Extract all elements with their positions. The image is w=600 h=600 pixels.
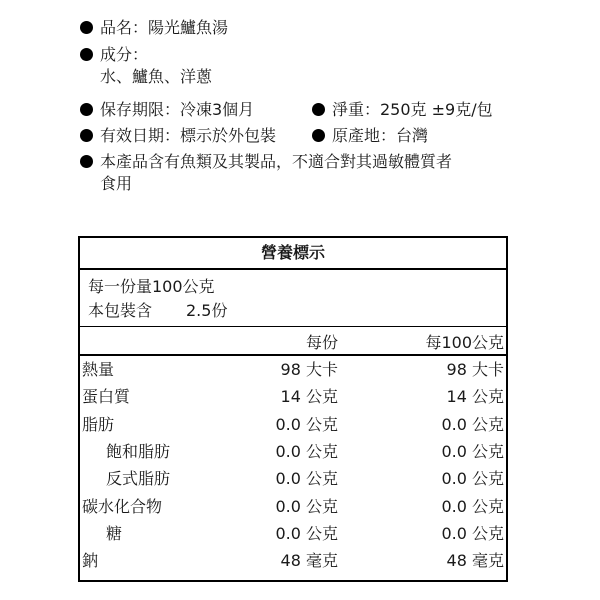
ingredients-text: 水、鱸魚、洋蔥 <box>100 67 213 86</box>
nutrient-label: 蛋白質 <box>82 387 131 406</box>
nutrient-per-100g: 0.0 公克 <box>441 415 504 434</box>
bullet-icon <box>80 155 93 168</box>
nutrient-per-serving: 98 大卡 <box>280 360 338 379</box>
nutrient-per-100g: 98 大卡 <box>446 360 504 379</box>
nutrition-title: 營養標示 <box>260 243 325 262</box>
nutrient-per-serving: 48 毫克 <box>280 551 338 570</box>
nutrient-per-100g: 0.0 公克 <box>441 524 504 543</box>
nutrient-label: 糖 <box>106 524 123 543</box>
nutrient-per-serving: 0.0 公克 <box>275 442 338 461</box>
bullet-icon <box>80 129 93 142</box>
divider <box>80 326 506 327</box>
bullet-icon <box>80 21 93 34</box>
nutrient-per-serving: 0.0 公克 <box>275 469 338 488</box>
product-name: 品名：陽光鱸魚湯 <box>100 18 229 37</box>
nutrient-per-serving: 0.0 公克 <box>275 524 338 543</box>
shelf-life: 保存期限：冷凍3個月 <box>100 100 255 119</box>
bullet-icon <box>312 103 325 116</box>
divider <box>80 268 506 270</box>
allergy-warning-line-2: 食用 <box>100 174 133 193</box>
column-header-per-100g: 每100公克 <box>425 333 504 352</box>
divider <box>80 354 506 356</box>
expiry-date: 有效日期：標示於外包裝 <box>100 126 277 145</box>
nutrient-per-100g: 0.0 公克 <box>441 497 504 516</box>
nutrient-per-serving: 0.0 公克 <box>275 415 338 434</box>
bullet-icon <box>312 129 325 142</box>
nutrient-label: 反式脂肪 <box>106 469 171 488</box>
nutrient-label: 脂肪 <box>82 415 115 434</box>
net-weight: 淨重：250克 ±9克/包 <box>332 100 493 119</box>
ingredients-label: 成分： <box>100 45 149 64</box>
servings-label: 本包裝含 <box>88 301 153 320</box>
nutrient-per-100g: 48 毫克 <box>446 551 504 570</box>
servings-value: 2.5份 <box>186 301 228 320</box>
nutrient-label: 碳水化合物 <box>82 497 163 516</box>
nutrient-per-serving: 0.0 公克 <box>275 497 338 516</box>
nutrient-per-100g: 14 公克 <box>446 387 504 406</box>
nutrient-label: 鈉 <box>82 551 99 570</box>
nutrient-per-100g: 0.0 公克 <box>441 469 504 488</box>
nutrient-per-serving: 14 公克 <box>280 387 338 406</box>
bullet-icon <box>80 103 93 116</box>
bullet-icon <box>80 48 93 61</box>
nutrition-table <box>78 236 508 582</box>
origin: 原產地：台灣 <box>332 126 429 145</box>
nutrient-per-100g: 0.0 公克 <box>441 442 504 461</box>
serving-size: 每一份量100公克 <box>88 277 215 296</box>
nutrient-label: 熱量 <box>82 360 115 379</box>
column-header-per-serving: 每份 <box>305 333 338 352</box>
nutrient-label: 飽和脂肪 <box>106 442 171 461</box>
allergy-warning-line-1: 本產品含有魚類及其製品，不適合對其過敏體質者 <box>100 152 453 171</box>
